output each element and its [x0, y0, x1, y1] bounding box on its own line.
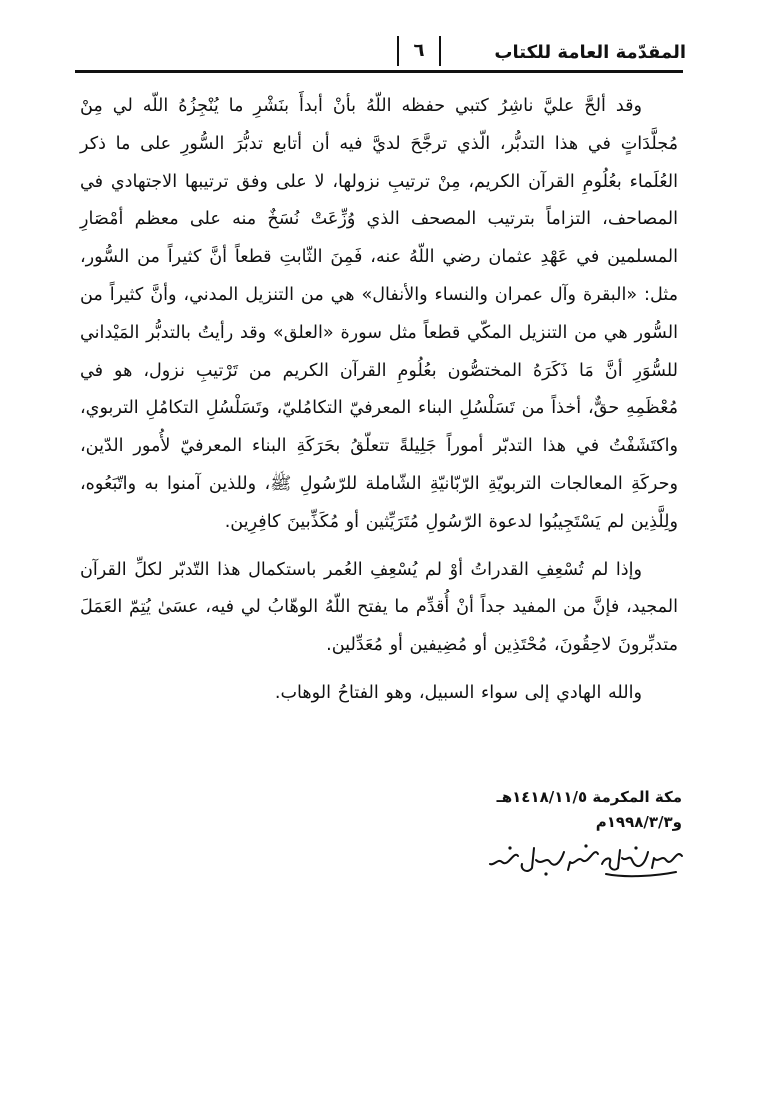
- paragraph: والله الهادي إلى سواء السبيل، وهو الفتاحُ الوهاب.: [274, 682, 642, 703]
- header-rule: [75, 70, 683, 73]
- gregorian-date: و١٩٩٨/٣/٣م: [595, 813, 682, 831]
- place-date-block: [497, 785, 682, 835]
- running-title: المقدّمة العامة للكتاب: [494, 42, 686, 63]
- paragraph: وقد ألحَّ عليَّ ناشِرُ كتبي حفظه اللّهُ بأنْ أبدأَ بنَشْرِ ما يُنْجِزُهُ اللّه لي مِنْ مُجلَّدَاتٍ في هذا التدبُّر، الّذي ترجَّحَ لديَّ فيه أن أتابع تدبُّرَ السُّورِ على ما ذكر العُلَماء بعُلُومِ القرآن الكريم، مِنْ ترتيبِ نزولها، لا على وفق ترتيبها الاجتهادي في المصاحف، التزاماً بترتيب المصحف الذي وُزِّعَتْ نُسَخٌ منه على معظم أمْصَارِ المسلمين في عَهْدِ عثمان رضي اللّهُ عنه، فَمِنَ الثّابتِ قطعاً أنَّ كثيراً من السُّور، مثل: «البقرة وآل عمران والنساء والأنفال» هي من التنزيل المدني، وأنَّ كثيراً من السُّور هي من التنزيل المكّي قطعاً مثل سورة «العلق» وقد رأيتُ بالتدبُّر المَيْداني للسُّوَرِ أنَّ مَا ذَكَرَهُ المختصُّون بعُلُومِ القرآن الكريم من تَرْتيبِ نزول، هو في مُعْظَمِهِ حقٌّ، أخذاً من تَسَلْسُلِ البناء المعرفيّ التكامُليّ، وتَسَلْسُلِ التكامُلِ التربوي، واكتَشَفْتُ في هذا التدبّر أموراً جَلِيلةً تتعلّقُ بحَرَكَةِ البناء المعرفيّ لأُمور الدّين، وحركَةِ المعالجات التربويّةِ الرّبّانيّةِ الشّاملة للرّسُولِ ﷺ، وللذين آمنوا به واتّبَعُوه، ولِلَّذِين لم يَسْتَجِيبُوا لدعوة الرّسُولِ مُتَرَيِّثين أو مُكَذِّبينَ كافِرِين.: [80, 96, 678, 532]
- running-header: [70, 40, 686, 70]
- body-text: [80, 88, 678, 713]
- page-number: ٦: [397, 36, 441, 66]
- hijri-date: مكة المكرمة ١٤١٨/١١/٥هـ: [496, 788, 682, 806]
- handwritten-signature: [486, 838, 686, 882]
- paragraph: وإذا لم تُسْعِفِ القدراتُ أوْ لم يُسْعِفِ العُمر باستكمال هذا التّدبّر لكلِّ القرآن المجيد، فإنَّ من المفيد جداً أنْ أُقدِّم ما يفتح اللّهُ الوهّابُ لي فيه، عسَىٰ يُتِمّ العَمَلَ متدبِّرونَ لاحِقُونَ، مُحْتَذِين أو مُضِيفين أو مُعَدِّلين.: [80, 559, 678, 656]
